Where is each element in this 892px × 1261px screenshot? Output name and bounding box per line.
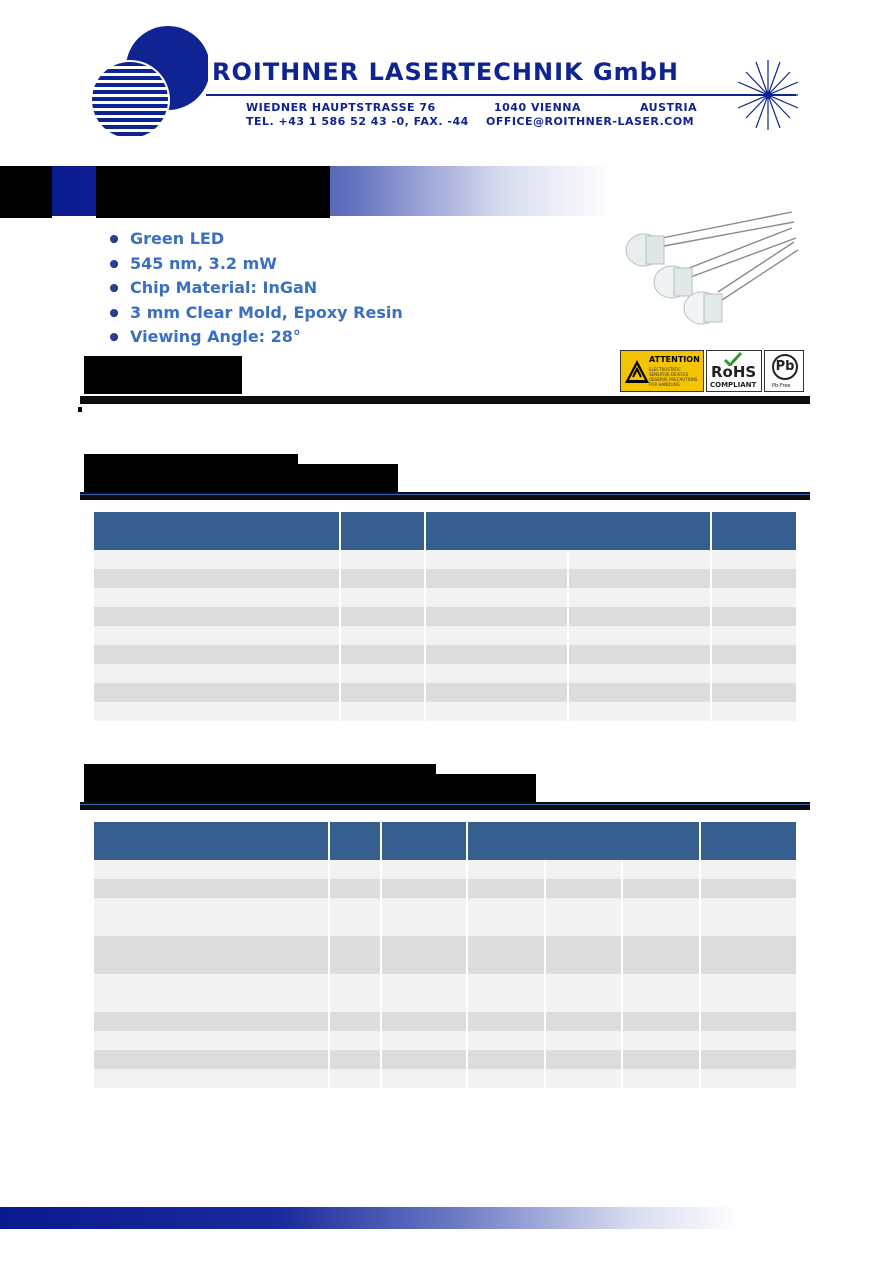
table-row <box>94 550 796 569</box>
feature-item: 3 mm Clear Mold, Epoxy Resin <box>108 302 403 327</box>
esd-warning-icon <box>620 350 704 392</box>
section-1-title-block-ext <box>84 464 398 492</box>
feature-item: Green LED <box>108 228 403 253</box>
table-header-cell <box>467 822 700 860</box>
pb-label: Pb <box>772 354 798 380</box>
table-2 <box>94 822 796 1088</box>
table-row <box>94 607 796 626</box>
address-country: AUSTRIA <box>640 101 698 114</box>
company-name: ROITHNER LASERTECHNIK GmbH <box>212 58 679 86</box>
table-header-cell <box>425 512 711 550</box>
table-row <box>94 1031 796 1050</box>
contact-phone: TEL. +43 1 586 52 43 -0, FAX. -44 <box>246 115 469 128</box>
table-row <box>94 898 796 936</box>
section-1-rule <box>80 492 810 500</box>
table-row <box>94 936 796 974</box>
product-title-block <box>96 166 330 218</box>
rohs-label: RoHS <box>711 363 757 381</box>
table-row <box>94 1012 796 1031</box>
table-header-cell <box>711 512 796 550</box>
table-row <box>94 569 796 588</box>
table-row <box>94 860 796 879</box>
small-mark <box>78 407 82 412</box>
table-row <box>94 683 796 702</box>
attention-text: ELECTROSTATIC SENSITIVE DEVICES OBSERVE PRECAUTIONS FOR HANDLING <box>649 367 698 387</box>
section-rule <box>80 396 810 404</box>
table-row <box>94 645 796 664</box>
pb-sub: Pb-Free <box>772 383 791 389</box>
table-row <box>94 879 796 898</box>
table-header-cell <box>329 822 381 860</box>
table-row <box>94 974 796 1012</box>
table-row <box>94 588 796 607</box>
header-rule <box>206 94 796 96</box>
section-2-rule <box>80 802 810 810</box>
section-label-block <box>84 356 242 394</box>
feature-list <box>108 228 403 351</box>
address-city: 1040 VIENNA <box>494 101 581 114</box>
address-line <box>246 101 697 114</box>
contact-email: OFFICE@ROITHNER-LASER.COM <box>486 115 695 128</box>
table-header-cell <box>340 512 425 550</box>
attention-title: ATTENTION <box>649 355 700 364</box>
address-street: WIEDNER HAUPTSTRASSE 76 <box>246 101 436 114</box>
table-row <box>94 664 796 683</box>
rohs-sub: COMPLIANT <box>710 381 757 389</box>
feature-item: Chip Material: InGaN <box>108 277 403 302</box>
rohs-badge-icon <box>706 350 762 392</box>
section-2-title-block-ext <box>84 774 536 802</box>
lead-free-icon <box>764 350 804 392</box>
table-header-cell <box>94 822 329 860</box>
feature-item: Viewing Angle: 28° <box>108 326 403 351</box>
compliance-badges <box>620 350 804 392</box>
company-logo-icon <box>88 26 208 142</box>
laser-star-icon <box>738 60 798 130</box>
led-product-photo <box>622 210 800 330</box>
footer-gradient-bar <box>0 1207 740 1229</box>
table-1-header <box>94 512 796 550</box>
table-row <box>94 1050 796 1069</box>
table-header-cell <box>94 512 340 550</box>
table-1 <box>94 512 796 721</box>
table-row <box>94 1069 796 1088</box>
table-row <box>94 626 796 645</box>
banner-left-block <box>0 166 52 218</box>
table-header-cell <box>381 822 467 860</box>
table-2-header <box>94 822 796 860</box>
table-row <box>94 702 796 721</box>
contact-line <box>246 115 694 128</box>
table-header-cell <box>700 822 796 860</box>
feature-item: 545 nm, 3.2 mW <box>108 253 403 278</box>
